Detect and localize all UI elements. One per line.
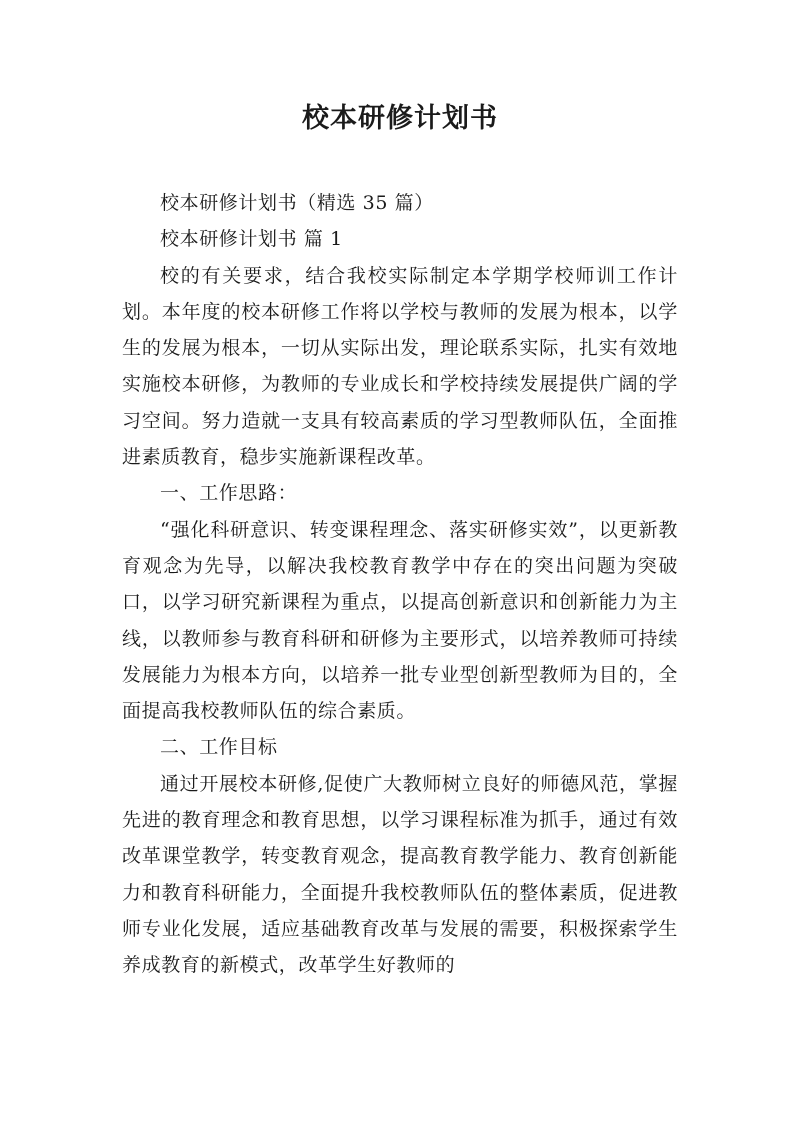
document-title: 校本研修计划书: [302, 103, 498, 134]
paragraph-work-approach: “强化科研意识、转变课程理念、落实研修实效”，以更新教育观念为先导，以解决我校教育教学中存在的突出问题为突破口，以学习研究新课程为重点，以提高创新意识和创新能力为主线，以教师参与教育科研和研修为主要形式，以培养教师可持续发展能力为根本方向，以培养一批专业型创新型教师为目的，全面提高我校教师队伍的综合素质。: [122, 518, 678, 723]
paragraph-work-goals: 通过开展校本研修,促使广大教师树立良好的师德风范，掌握先进的教育理念和教育思想，以学习课程标准为抓手，通过有效改革课堂教学，转变教育观念，提高教育教学能力、教育创新能力和教育科研能力，全面提升我校教师队伍的整体素质，促进教师专业化发展，适应基础教育改革与发展的需要，积极探索学生养成教育的新模式，改革学生好教师的: [122, 772, 678, 977]
document-body: [122, 185, 678, 984]
heading-work-goals: 二、工作目标: [160, 736, 278, 759]
section-heading: 校本研修计划书 篇 1: [160, 228, 343, 251]
paragraph-intro: 校的有关要求，结合我校实际制定本学期学校师训工作计划。本年度的校本研修工作将以学校与教师的发展为根本，以学生的发展为根本，一切从实际出发，理论联系实际，扎实有效地实施校本研修，为教师的专业成长和学校持续发展提供广阔的学习空间。努力造就一支具有较高素质的学习型教师队伍，全面推进素质教育，稳步实施新课程改革。: [122, 264, 678, 469]
heading-work-approach: 一、工作思路：: [160, 482, 298, 505]
document-subtitle: 校本研修计划书（精选 35 篇）: [160, 192, 434, 214]
